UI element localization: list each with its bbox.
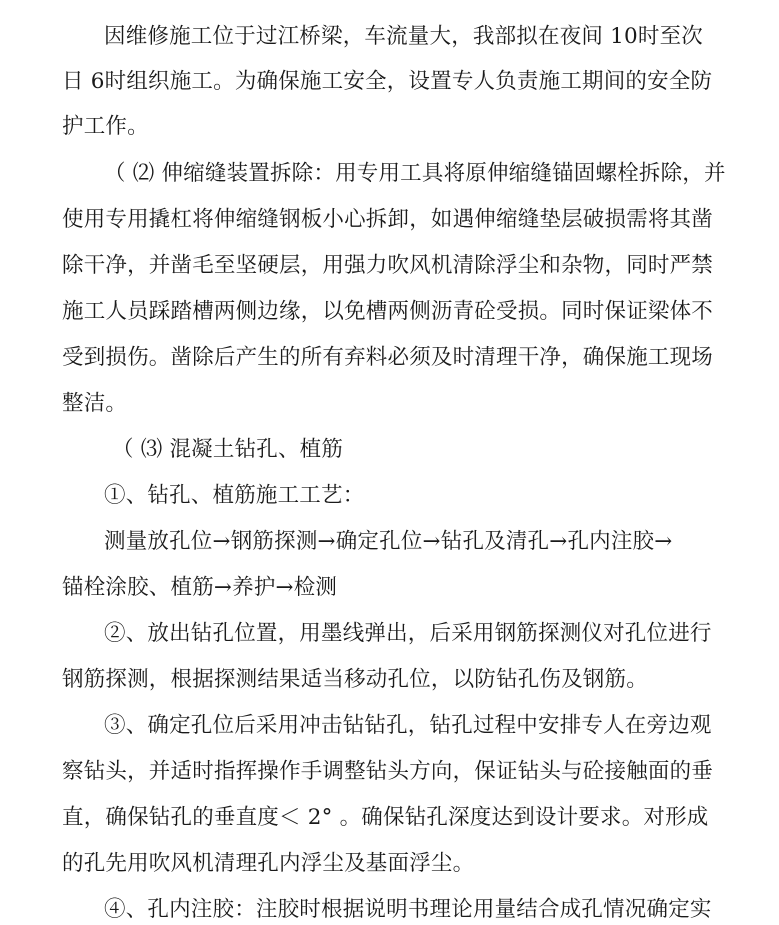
text-line: ③、确定孔位后采用冲击钻钻孔，钻孔过程中安排专人在旁边观 <box>104 713 712 738</box>
text-line: 施工人员踩踏槽两侧边缘，以免槽两侧沥青砼受损。同时保证梁体不 <box>62 299 714 324</box>
text-line: 护工作。 <box>62 114 149 139</box>
text-line: 的孔先用吹风机清理孔内浮尘及基面浮尘。 <box>62 851 475 876</box>
text-line: 使用专用撬杠将伸缩缝钢板小心拆卸，如遇伸缩缝垫层破损需将其凿 <box>62 207 714 232</box>
process-flow-line: 测量放孔位→钢筋探测→确定孔位→钻孔及清孔→孔内注胶→ <box>104 529 673 554</box>
subsection-heading: ①、钻孔、植筋施工工艺： <box>104 483 365 508</box>
text-line: 因维修施工位于过江桥梁，车流量大，我部拟在夜间 10时至次 <box>104 24 703 49</box>
text-line: 直，确保钻孔的垂直度＜ 2° 。确保钻孔深度达到设计要求。对形成 <box>62 805 709 830</box>
text-line: ②、放出钻孔位置，用墨线弹出，后采用钢筋探测仪对孔位进行 <box>104 621 712 646</box>
text-line: 日 6时组织施工。为确保施工安全，设置专人负责施工期间的安全防 <box>62 69 713 94</box>
text-line: 察钻头，并适时指挥操作手调整钻头方向，保证钻头与砼接触面的垂 <box>62 759 714 784</box>
text-line: 钢筋探测，根据探测结果适当移动孔位，以防钻孔伤及钢筋。 <box>62 667 648 692</box>
text-line: 整洁。 <box>62 391 128 416</box>
text-line: ④、孔内注胶：注胶时根据说明书理论用量结合成孔情况确定实 <box>104 897 712 922</box>
process-flow-line: 锚栓涂胶、植筋→养护→检测 <box>62 575 338 600</box>
text-line: 受到损伤。凿除后产生的所有弃料必须及时清理干净，确保施工现场 <box>62 345 714 370</box>
text-line: （ ⑵ 伸缩缝装置拆除：用专用工具将原伸缩缝锚固螺栓拆除，并 <box>104 161 726 186</box>
text-line: 除干净，并凿毛至坚硬层，用强力吹风机清除浮尘和杂物，同时严禁 <box>62 253 714 278</box>
section-heading: （ ⑶ 混凝土钻孔、植筋 <box>112 437 344 462</box>
